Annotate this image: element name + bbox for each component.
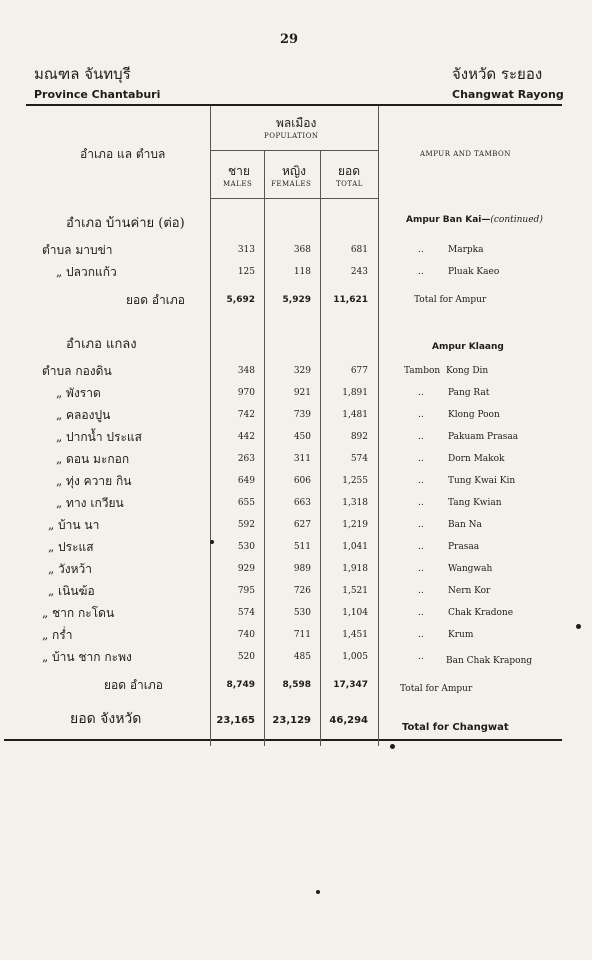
row-thai-name: ตำบล กองดิน xyxy=(42,364,112,378)
row-mark: .. xyxy=(418,454,424,464)
row-mark: .. xyxy=(418,520,424,530)
ink-spot xyxy=(390,744,395,749)
ampur-total-thai: ยอด อำเภอ xyxy=(126,293,186,307)
grand-total-thai: ยอด จังหวัด xyxy=(70,711,142,727)
row-total: 243 xyxy=(350,267,368,277)
row-females: 450 xyxy=(293,432,311,442)
page-number: 29 xyxy=(280,32,299,47)
grand-total-total: 46,294 xyxy=(329,715,368,726)
heading-males-en: MALES xyxy=(223,180,253,188)
row-total: 1,219 xyxy=(342,520,368,530)
row-english-name: Tung Kwai Kin xyxy=(448,476,516,486)
population-underline xyxy=(210,150,378,151)
ampur-total-females: 8,598 xyxy=(282,680,311,690)
row-mark: .. xyxy=(418,410,424,420)
row-total: 681 xyxy=(350,245,368,255)
row-total: 677 xyxy=(350,366,368,376)
top-rule xyxy=(26,104,562,106)
row-english-name: Krum xyxy=(448,630,474,640)
row-mark: .. xyxy=(418,586,424,596)
grand-total-males: 23,165 xyxy=(216,715,255,726)
row-total: 574 xyxy=(350,454,368,464)
row-mark: .. xyxy=(418,608,424,618)
row-total: 1,041 xyxy=(342,542,368,552)
row-total: 1,451 xyxy=(342,630,368,640)
row-total: 1,104 xyxy=(342,608,368,618)
row-males: 574 xyxy=(237,608,255,618)
row-mark: Tambon xyxy=(404,366,441,376)
row-males: 740 xyxy=(237,630,255,640)
ampur-total-males: 8,749 xyxy=(226,680,255,690)
row-english-name: Ban Chak Krapong xyxy=(446,656,533,666)
ampur-total-total: 11,621 xyxy=(333,295,368,305)
row-males: 929 xyxy=(237,564,255,574)
ink-spot xyxy=(316,890,320,894)
ampur-total-en: Total for Ampur xyxy=(414,295,487,305)
ampur-total-thai: ยอด อำเภอ xyxy=(104,678,164,692)
ampur-total-en: Total for Ampur xyxy=(400,684,473,694)
heading-total-thai: ยอด xyxy=(338,164,361,178)
row-females: 329 xyxy=(293,366,311,376)
row-english-name: Pluak Kaeo xyxy=(448,267,500,277)
row-total: 1,005 xyxy=(342,652,368,662)
grand-total-females: 23,129 xyxy=(272,715,311,726)
section1-title-en-suffix: (continued) xyxy=(490,215,543,225)
row-thai-name: „ กร่ำ xyxy=(42,628,73,642)
row-mark: .. xyxy=(418,564,424,574)
row-females: 368 xyxy=(293,245,311,255)
row-mark: .. xyxy=(418,245,424,255)
row-thai-name: „ พังราด xyxy=(56,386,101,400)
heading-females-thai: หญิง xyxy=(282,164,306,178)
heading-females-en: FEMALES xyxy=(271,180,312,188)
header-underline xyxy=(210,198,378,199)
heading-males-thai: ชาย xyxy=(228,164,250,178)
row-total: 1,918 xyxy=(342,564,368,574)
row-males: 442 xyxy=(237,432,255,442)
row-males: 649 xyxy=(237,476,255,486)
row-english-name: Dorn Makok xyxy=(448,454,505,464)
row-males: 348 xyxy=(237,366,255,376)
row-thai-name: „ ทาง เกวียน xyxy=(56,496,124,510)
ampur-total-total: 17,347 xyxy=(333,680,368,690)
row-thai-name: ตำบล มาบข่า xyxy=(42,243,113,257)
row-males: 530 xyxy=(237,542,255,552)
row-females: 118 xyxy=(293,267,311,277)
row-thai-name: „ บ้าน นา xyxy=(48,518,100,532)
heading-population-en: POPULATION xyxy=(264,132,319,140)
row-total: 1,318 xyxy=(342,498,368,508)
row-males: 313 xyxy=(237,245,255,255)
row-english-name: Klong Poon xyxy=(448,410,500,420)
column-divider-right xyxy=(378,106,379,746)
row-english-name: Pakuam Prasaa xyxy=(448,432,519,442)
row-thai-name: „ ประแส xyxy=(48,540,94,554)
heading-population-thai: พลเมือง xyxy=(276,116,317,130)
row-total: 1,521 xyxy=(342,586,368,596)
row-males: 795 xyxy=(237,586,255,596)
row-males: 125 xyxy=(237,267,255,277)
province-header xyxy=(34,62,160,101)
row-thai-name: „ ชาก กะโดน xyxy=(42,606,115,620)
ampur-total-females: 5,929 xyxy=(282,295,311,305)
row-females: 726 xyxy=(293,586,311,596)
row-females: 627 xyxy=(293,520,311,530)
row-english-name: Chak Kradone xyxy=(448,608,514,618)
row-mark: .. xyxy=(418,432,424,442)
ampur-total-males: 5,692 xyxy=(226,295,255,305)
row-males: 520 xyxy=(237,652,255,662)
row-thai-name: „ ทุ่ง ควาย กิน xyxy=(56,474,132,488)
row-total: 1,255 xyxy=(342,476,368,486)
heading-total-en: TOTAL xyxy=(336,180,363,188)
row-thai-name: „ ปลวกแก้ว xyxy=(56,265,117,279)
heading-ampur-tambon: AMPUR AND TAMBON xyxy=(420,150,511,158)
row-males: 655 xyxy=(237,498,255,508)
row-mark: .. xyxy=(418,388,424,398)
row-mark: .. xyxy=(418,630,424,640)
row-english-name: Prasaa xyxy=(448,542,480,552)
section2-title-thai: อำเภอ แกลง xyxy=(66,337,137,352)
ink-spot xyxy=(210,540,214,544)
row-thai-name: „ บ้าน ชาก กะพง xyxy=(42,650,132,664)
row-mark: .. xyxy=(418,498,424,508)
province-thai: มณฑล จันทบุรี xyxy=(34,65,131,83)
grand-total-en: Total for Changwat xyxy=(402,722,509,733)
row-females: 311 xyxy=(293,454,311,464)
column-divider-left xyxy=(210,106,211,746)
row-total: 1,891 xyxy=(342,388,368,398)
row-thai-name: „ ดอน มะกอก xyxy=(56,452,130,466)
section1-title-en-main: Ampur Ban Kai— xyxy=(406,215,491,225)
row-females: 989 xyxy=(293,564,311,574)
province-english: Province Chantaburi xyxy=(34,88,161,101)
row-males: 970 xyxy=(237,388,255,398)
row-english-name: Nern Kor xyxy=(448,586,491,596)
row-thai-name: „ คลองปูน xyxy=(56,408,111,422)
row-thai-name: „ วังหว้า xyxy=(48,562,93,576)
row-mark: .. xyxy=(418,267,424,277)
row-mark: .. xyxy=(418,476,424,486)
row-thai-name: „ ปากน้ำ ประแส xyxy=(56,430,142,444)
row-english-name: Wangwah xyxy=(448,564,493,574)
row-english-name: Tang Kwian xyxy=(448,498,502,508)
section2-title-en: Ampur Klaang xyxy=(432,342,504,352)
row-females: 663 xyxy=(293,498,311,508)
row-males: 592 xyxy=(237,520,255,530)
row-females: 921 xyxy=(293,388,311,398)
bottom-rule xyxy=(4,739,562,741)
heading-amphoe-tambon: อำเภอ แล ตำบล xyxy=(80,147,166,161)
row-total: 892 xyxy=(350,432,368,442)
row-females: 606 xyxy=(293,476,311,486)
row-total: 1,481 xyxy=(342,410,368,420)
row-females: 485 xyxy=(293,652,311,662)
row-thai-name: „ เนินฆ้อ xyxy=(48,584,95,598)
changwat-thai: จังหวัด ระยอง xyxy=(452,65,543,83)
row-mark: .. xyxy=(418,542,424,552)
row-english-name: Kong Din xyxy=(446,366,489,376)
section1-title-en xyxy=(406,215,543,225)
row-males: 742 xyxy=(237,410,255,420)
changwat-english: Changwat Rayong xyxy=(452,88,564,101)
row-females: 711 xyxy=(293,630,311,640)
row-english-name: Marpka xyxy=(448,245,484,255)
row-mark: .. xyxy=(418,652,424,662)
section1-title-thai: อำเภอ บ้านค่าย (ต่อ) xyxy=(66,216,185,231)
row-males: 263 xyxy=(237,454,255,464)
row-females: 511 xyxy=(293,542,311,552)
row-english-name: Pang Rat xyxy=(448,388,490,398)
changwat-header xyxy=(452,62,564,101)
row-english-name: Ban Na xyxy=(448,520,482,530)
ink-spot xyxy=(576,624,581,629)
row-females: 739 xyxy=(293,410,311,420)
row-females: 530 xyxy=(293,608,311,618)
